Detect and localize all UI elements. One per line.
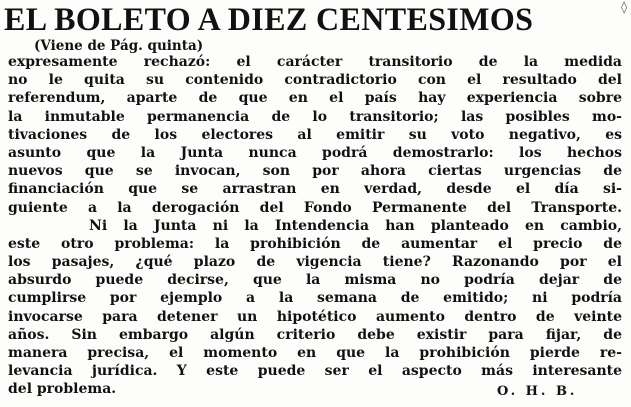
article-line: no le quita su contenido contradictorio con el resultado del — [8, 72, 622, 89]
article-line: invocarse para detener un hipotético aumento dentro de veinte — [8, 308, 622, 325]
article-line: levancia jurídica. Y este puede ser el aspecto más interesante — [8, 363, 622, 380]
author-initials: O. H. B. — [497, 384, 578, 399]
article-line: asunto que la Junta nunca podrá demostrarlo: los hechos — [8, 144, 622, 161]
article-line: este otro problema: la prohibición de aumentar el precio de — [8, 235, 622, 252]
article-line: Ni la Junta ni la Intendencia han planteado en cambio, — [8, 217, 622, 234]
article-line: manera precisa, el momento en que la prohibición pierde re- — [8, 345, 622, 361]
article-line: expresamente rechazó: el carácter transitorio de la medida — [8, 54, 622, 70]
article-line: la inmutable permanencia de lo transitorio; las posibles mo- — [8, 108, 622, 125]
article-line: los pasajes, ¿qué plazo de vigencia tiene? Razonando por el — [8, 254, 622, 271]
article-line: nuevos que se invocan, son por ahora ciertas urgencias de — [8, 163, 622, 180]
article-line: referendum, aparte de que en el país hay experiencia sobre — [8, 90, 622, 107]
article-line: guiente a la derogación del Fondo Permanente del Transporte. — [8, 199, 622, 216]
article-line: absurdo puede decirse, que la misma no podría dejar de — [8, 272, 622, 289]
article-headline: EL BOLETO A DIEZ CENTESIMOS — [4, 2, 534, 38]
corner-mark-icon: ◊ — [621, 0, 627, 14]
article-continuation-note: (Viene de Pág. quinta) — [34, 38, 204, 54]
article-line: tivaciones de los electores al emitir su voto negativo, es — [8, 126, 622, 143]
article-line: financiación que se arrastran en verdad, desde el día si- — [8, 181, 622, 198]
article-line: cumplirse por ejemplo a la semana de emitido; ni podría — [8, 290, 622, 307]
article-line: del problema. — [8, 381, 117, 398]
article-body — [8, 53, 622, 399]
article-line: años. Sin embargo algún criterio debe existir para fijar, de — [8, 326, 622, 343]
